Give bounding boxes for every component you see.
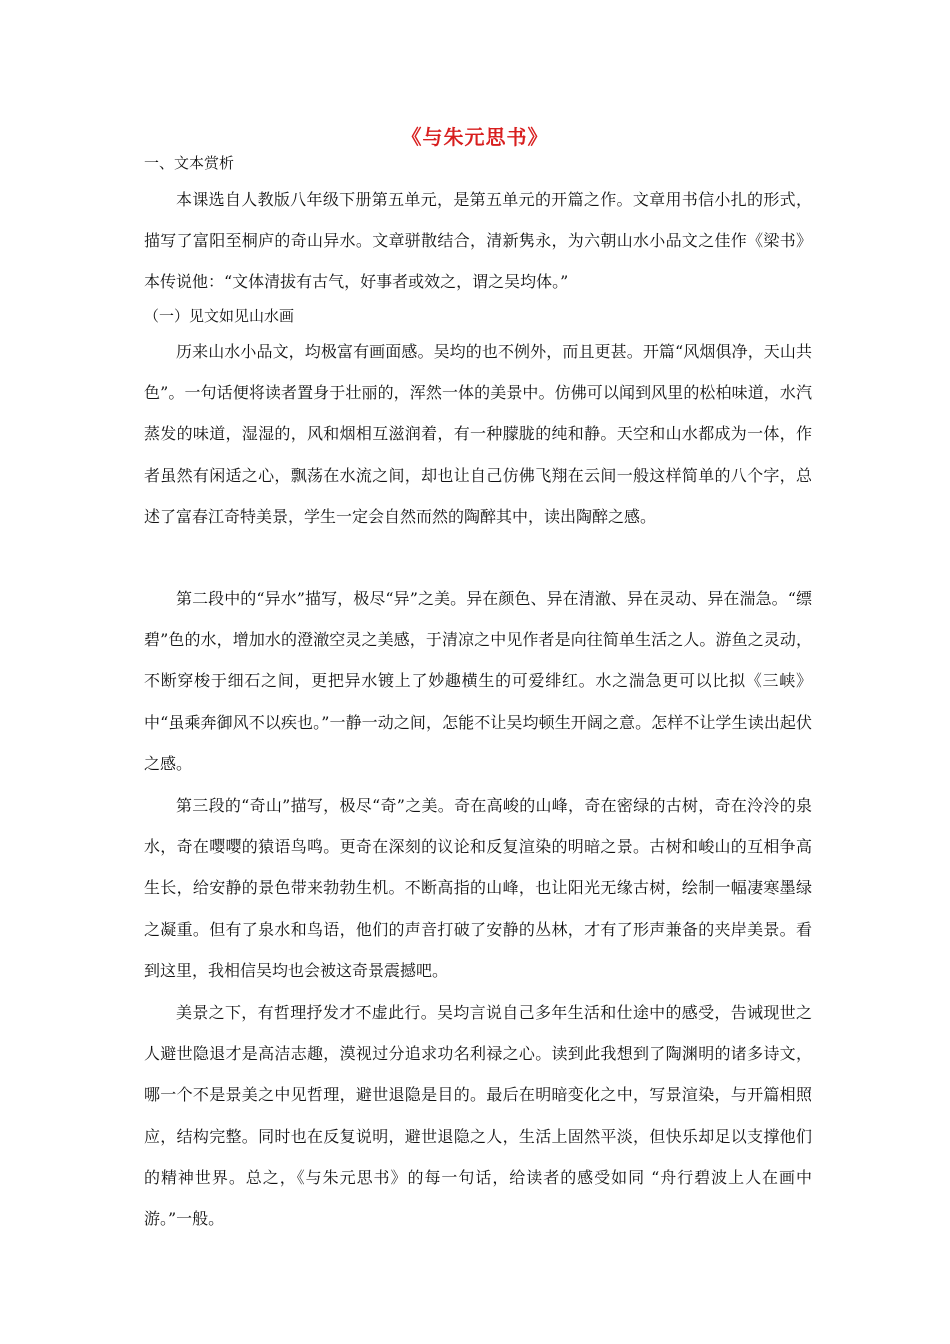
intro-paragraph: 本课选自人教版八年级下册第五单元，是第五单元的开篇之作。文章用书信小扎的形式，描写了富阳至桐庐的奇山异水。文章骈散结合，清新隽永，为六朝山水小品文之佳作《梁书》本传说他：“文体清拔有古气，好事者或效之，谓之吴均体。”: [144, 190, 812, 292]
body-paragraph-1: 历来山水小品文，均极富有画面感。吴均的也不例外，而且更甚。开篇“风烟俱净，天山共色”。一句话便将读者置身于壮丽的，浑然一体的美景中。仿佛可以闻到风里的松柏味道，水汽蒸发的味道，湿湿的，风和烟相互滋润着，有一种朦胧的纯和静。天空和山水都成为一体，作者虽然有闲适之心，飘荡在水流之间，却也让自己仿佛飞翔在云间一般这样简单的八个字，总述了富春江奇特美景，学生一定会自然而然的陶醉其中，读出陶醉之感。: [144, 342, 812, 526]
body-paragraph-3: 第三段的“奇山”描写，极尽“奇”之美。奇在高峻的山峰，奇在密绿的古树，奇在泠泠的泉水，奇在嘤嘤的猿语鸟鸣。更奇在深刻的议论和反复渲染的明暗之景。古树和峻山的互相争高生长，给安静的景色带来勃勃生机。不断高指的山峰，也让阳光无缘古树，绘制一幅凄寒墨绿之凝重。但有了泉水和鸟语，他们的声音打破了安静的丛林，才有了形声兼备的夹岸美景。看到这里，我相信吴均也会被这奇景震撼吧。: [144, 796, 812, 980]
document-title: 《与朱元思书》: [401, 125, 549, 149]
section-heading: 一、文本赏析: [144, 154, 235, 172]
body-paragraph-2: 第二段中的“异水”描写，极尽“异”之美。异在颜色、异在清澈、异在灵动、异在湍急。“缥碧”色的水，增加水的澄澈空灵之美感，于清凉之中见作者是向往简单生活之人。游鱼之灵动，不断穿梭于细石之间，更把异水镀上了妙趣横生的可爱绯红。水之湍急更可以比拟《三峡》中“虽乘奔御风不以疾也。”一静一动之间，怎能不让吴均顿生开阔之意。怎样不让学生读出起伏之感。: [144, 589, 812, 773]
body-paragraph-4: 美景之下，有哲理抒发才不虚此行。吴均言说自己多年生活和仕途中的感受，告诫现世之人避世隐退才是高洁志趣，漠视过分追求功名利禄之心。读到此我想到了陶渊明的诸多诗文，哪一个不是景美之中见哲理，避世退隐是目的。最后在明暗变化之中，写景渲染，与开篇相照应，结构完整。同时也在反复说明，避世退隐之人，生活上固然平淡，但快乐却足以支撑他们的精神世界。总之，《与朱元思书》的每一句话，给读者的感受如同 “舟行碧波上人在画中游。”一般。: [144, 1003, 812, 1229]
subsection-heading: （一）见文如见山水画: [144, 307, 295, 325]
